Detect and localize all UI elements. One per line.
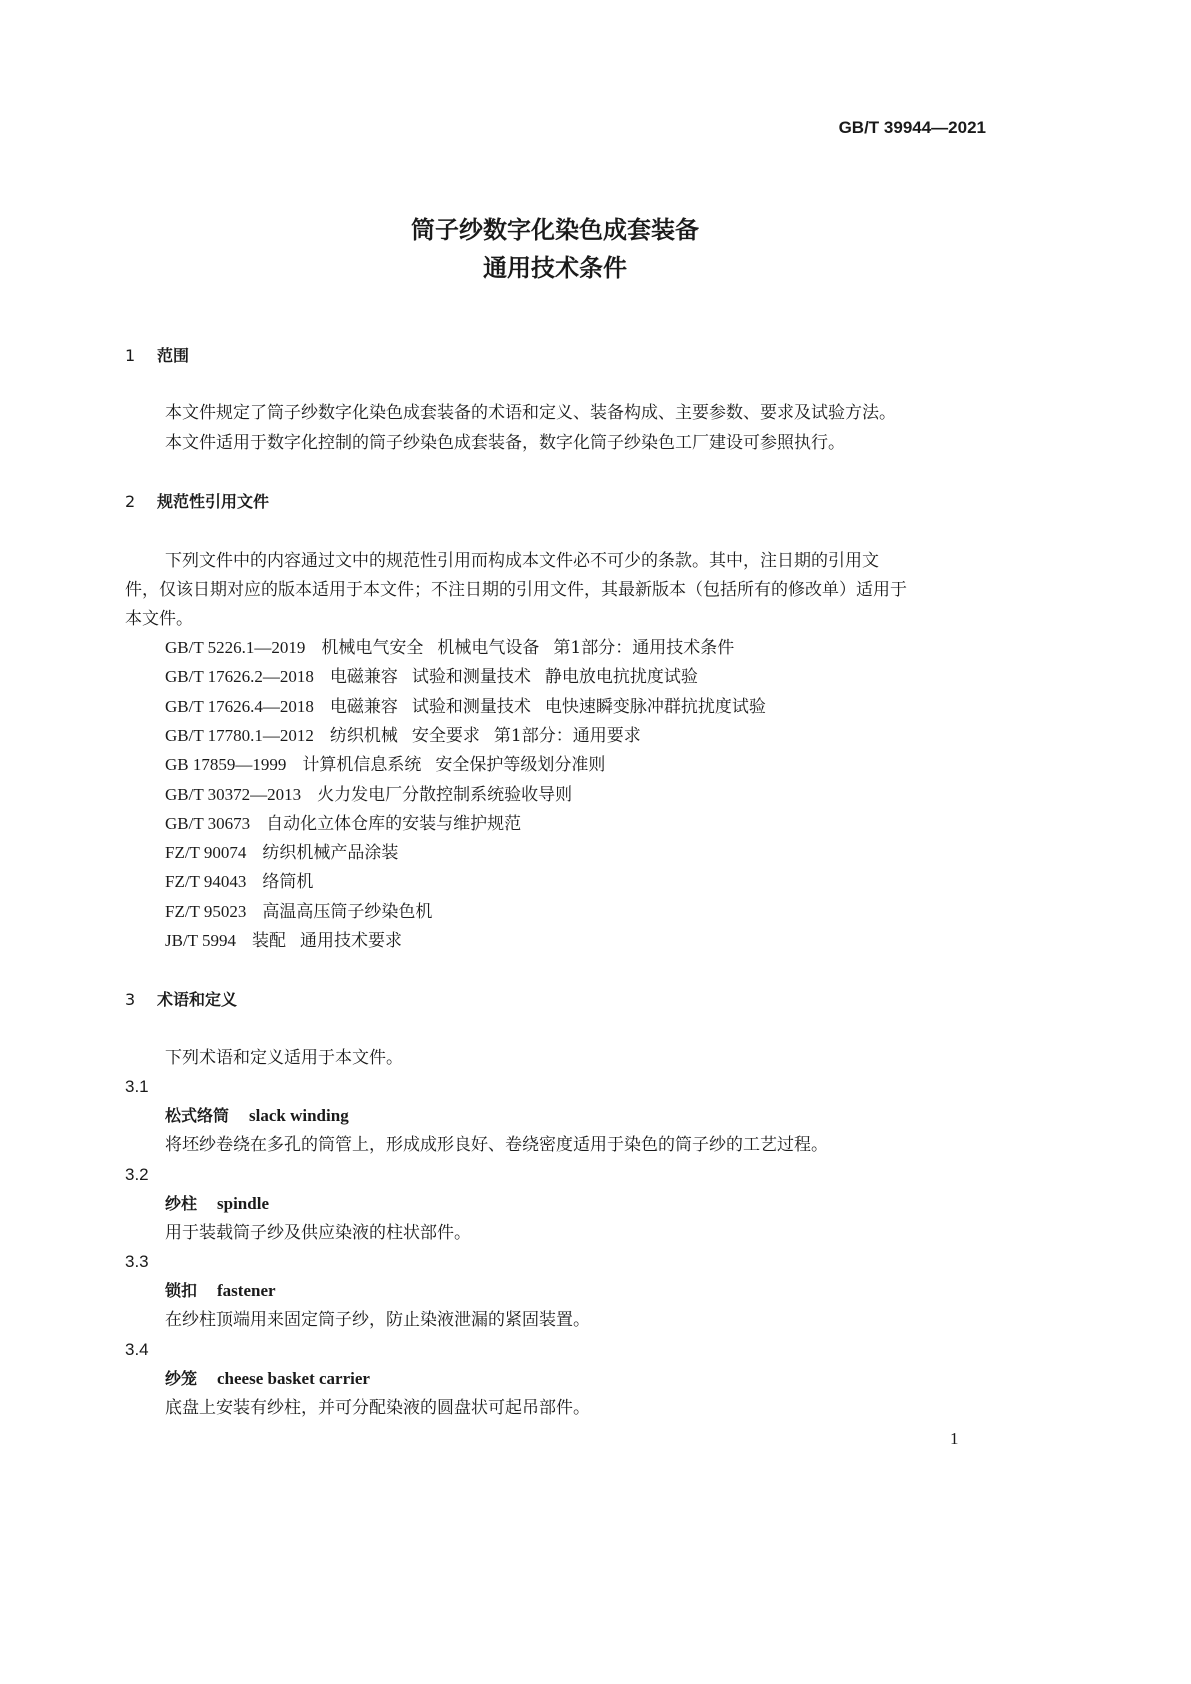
paragraph: 本文件。 — [125, 609, 193, 629]
term-en: slack winding — [249, 1106, 349, 1125]
reference-title: 高温高压筒子纱染色机 — [262, 901, 433, 922]
section-number: 2 — [125, 492, 136, 511]
reference-code: FZ/T 95023 — [165, 901, 247, 921]
reference-title: 电快速瞬变脉冲群抗扰度试验 — [544, 696, 766, 717]
term-en: spindle — [217, 1193, 269, 1213]
reference-item — [165, 871, 327, 893]
reference-title: 第1部分：通用要求 — [493, 725, 641, 746]
term-zh: 松式络筒 — [165, 1106, 230, 1125]
paragraph: 件，仅该日期对应的版本适用于本文件；不注日期的引用文件，其最新版本（包括所有的修改单）适用于 — [125, 580, 907, 600]
section-heading-terms — [125, 989, 237, 1011]
reference-item — [165, 725, 655, 747]
reference-title: 络筒机 — [262, 872, 314, 893]
reference-item — [165, 696, 780, 718]
term-zh: 纱柱 — [165, 1193, 198, 1213]
reference-title: 试验和测量技术 — [411, 667, 531, 688]
page-number: 1 — [950, 1429, 959, 1448]
reference-code: FZ/T 94043 — [165, 872, 247, 892]
paragraph: 本文件适用于数字化控制的筒子纱染色成套装备，数字化筒子纱染色工厂建设可参照执行。 — [165, 433, 845, 453]
reference-title: 装配 — [252, 931, 287, 951]
reference-code: GB/T 17780.1—2012 — [165, 725, 314, 745]
reference-title: 电磁兼容 — [329, 667, 398, 688]
section-number: 1 — [125, 346, 136, 365]
reference-title: 电磁兼容 — [329, 696, 398, 717]
reference-code: GB/T 30673 — [165, 813, 251, 833]
term-definition: 在纱柱顶端用来固定筒子纱，防止染液泄漏的紧固装置。 — [165, 1310, 590, 1330]
reference-item — [165, 813, 535, 835]
reference-title: 机械电气安全 — [321, 638, 424, 658]
reference-item — [165, 930, 416, 952]
section-title: 范围 — [157, 346, 190, 365]
reference-code: GB/T 30372—2013 — [165, 784, 302, 804]
reference-code: GB/T 17626.2—2018 — [165, 667, 314, 687]
term-heading — [165, 1368, 370, 1390]
term-en: cheese basket carrier — [217, 1368, 370, 1388]
reference-code: FZ/T 90074 — [165, 843, 247, 863]
reference-item — [165, 901, 446, 923]
reference-item — [165, 754, 619, 776]
reference-title: 火力发电厂分散控制系统验收导则 — [317, 784, 573, 805]
paragraph: 下列术语和定义适用于本文件。 — [165, 1048, 403, 1068]
reference-title: 纺织机械 — [329, 725, 398, 746]
reference-item — [165, 666, 712, 688]
section-title: 规范性引用文件 — [157, 492, 270, 511]
term-definition: 底盘上安装有纱柱，并可分配染液的圆盘状可起吊部件。 — [165, 1397, 590, 1418]
paragraph: 本文件规定了筒子纱数字化染色成套装备的术语和定义、装备构成、主要参数、要求及试验方法。 — [165, 403, 896, 423]
reference-title: 静电放电抗扰度试验 — [544, 667, 698, 688]
reference-title: 安全保护等级划分准则 — [435, 755, 606, 776]
reference-title: 计算机信息系统 — [302, 755, 422, 776]
section-number: 3 — [125, 990, 136, 1009]
reference-title: 机械电气设备 — [437, 638, 540, 658]
term-definition: 将坯纱卷绕在多孔的筒管上，形成成形良好、卷绕密度适用于染色的筒子纱的工艺过程。 — [165, 1135, 828, 1155]
reference-code: JB/T 5994 — [165, 931, 237, 950]
term-definition: 用于装载筒子纱及供应染液的柱状部件。 — [165, 1222, 471, 1243]
paragraph: 下列文件中的内容通过文中的规范性引用而构成本文件必不可少的条款。其中，注日期的引用文 — [165, 551, 879, 571]
reference-title: 安全要求 — [411, 725, 480, 746]
section-heading-normative-references — [125, 491, 269, 513]
reference-title: 纺织机械产品涂装 — [262, 843, 399, 864]
term-heading — [165, 1193, 269, 1215]
term-zh: 纱笼 — [165, 1368, 198, 1388]
document-title-line2: 通用技术条件 — [483, 254, 627, 282]
term-number: 3.4 — [125, 1339, 149, 1359]
reference-item — [165, 784, 586, 806]
reference-title: 第1部分：通用技术条件 — [553, 638, 735, 658]
reference-item — [165, 842, 412, 864]
term-number: 3.3 — [125, 1252, 149, 1271]
term-heading — [165, 1280, 276, 1302]
reference-code: GB/T 17626.4—2018 — [165, 696, 314, 716]
term-heading — [165, 1105, 349, 1127]
reference-title: 试验和测量技术 — [411, 696, 531, 717]
reference-title: 通用技术要求 — [300, 931, 403, 951]
reference-item — [165, 637, 748, 659]
term-en: fastener — [217, 1281, 276, 1300]
section-heading-scope — [125, 345, 189, 367]
reference-title: 自动化立体仓库的安装与维护规范 — [266, 813, 522, 834]
term-number: 3.1 — [125, 1077, 149, 1096]
term-number: 3.2 — [125, 1164, 149, 1184]
section-title: 术语和定义 — [157, 990, 238, 1009]
reference-code: GB/T 5226.1—2019 — [165, 638, 306, 657]
standard-number: GB/T 39944—2021 — [838, 118, 986, 137]
reference-code: GB 17859—1999 — [165, 755, 287, 775]
term-zh: 锁扣 — [165, 1281, 198, 1300]
document-title-line1: 筒子纱数字化染色成套装备 — [411, 216, 699, 244]
